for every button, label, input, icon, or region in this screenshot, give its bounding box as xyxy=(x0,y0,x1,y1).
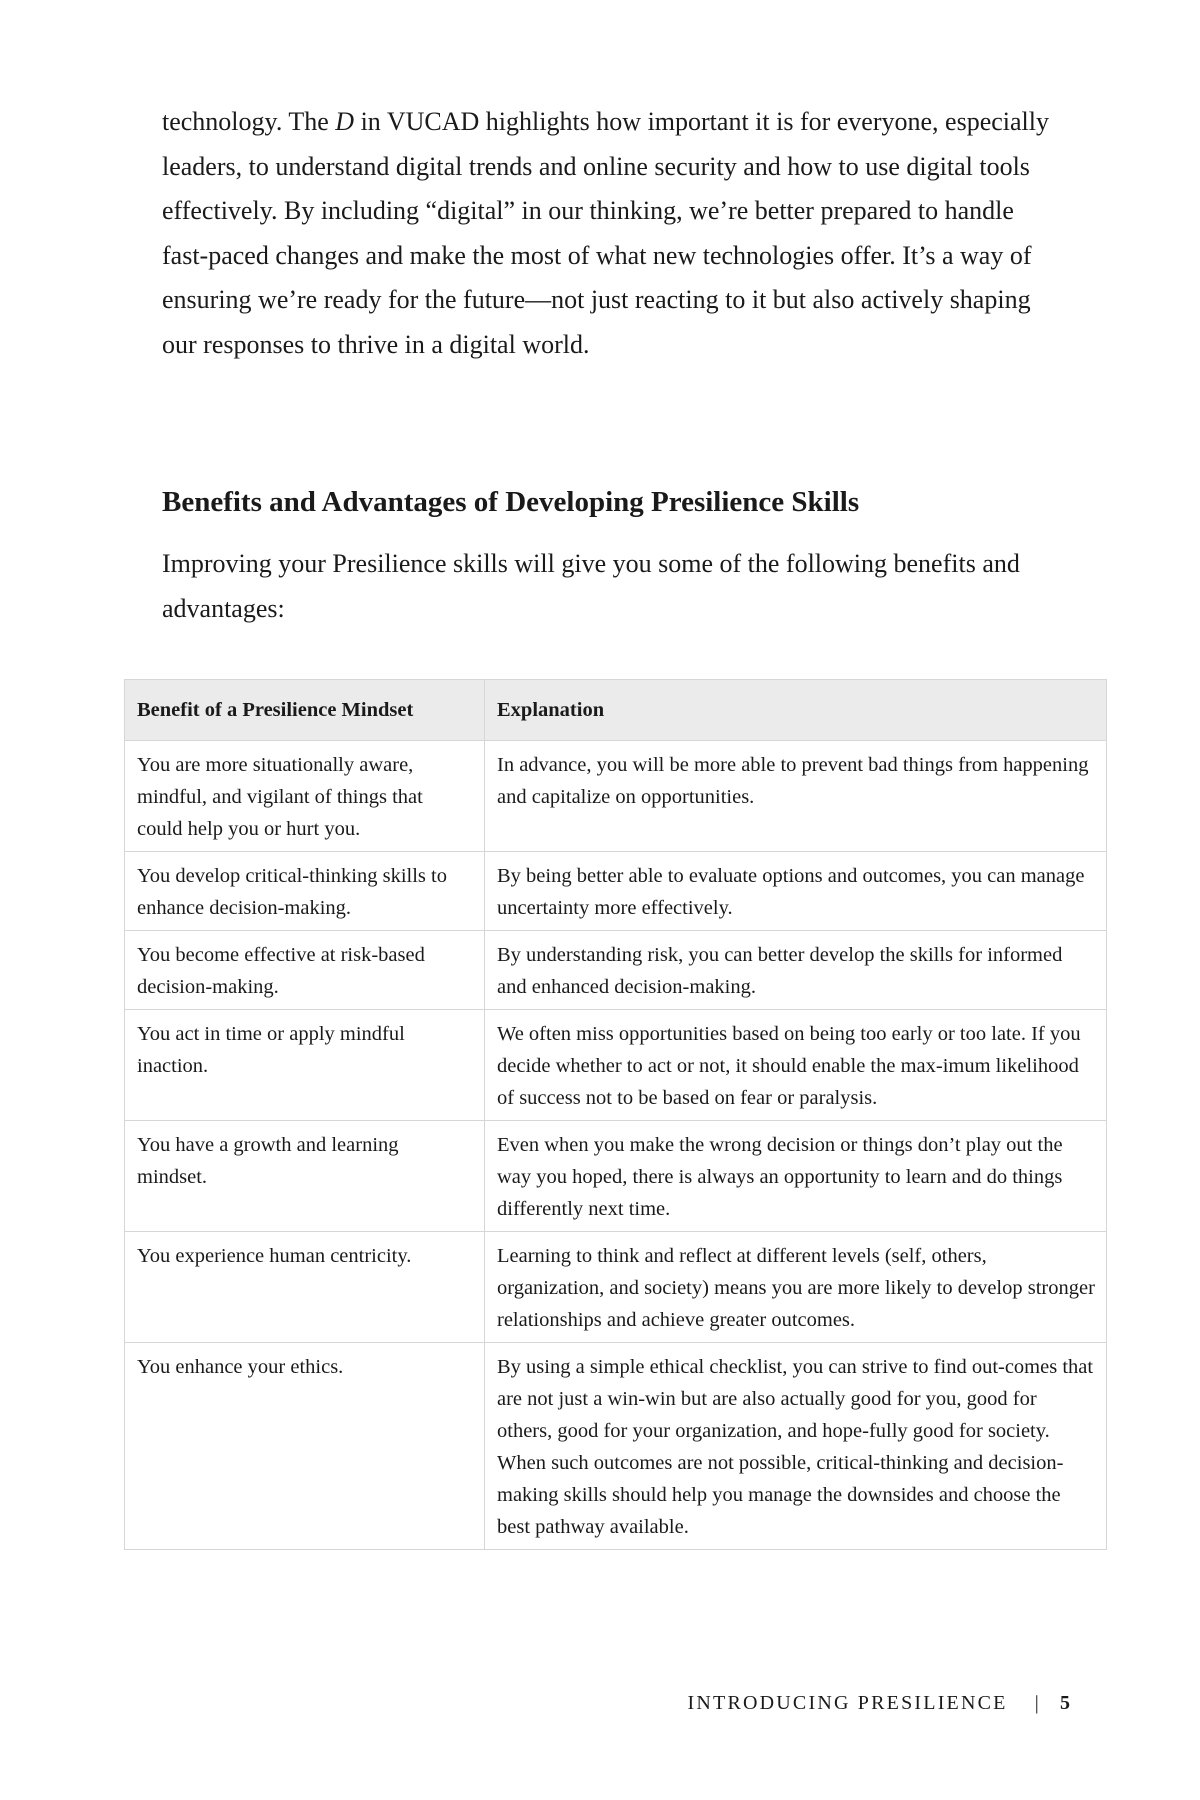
benefit-cell: You act in time or apply mindful inaction. xyxy=(125,1010,485,1121)
benefit-cell: You become effective at risk-based decision-making. xyxy=(125,931,485,1010)
benefit-cell: You experience human centricity. xyxy=(125,1232,485,1343)
intro-emphasis-letter: D xyxy=(335,107,355,136)
page-footer xyxy=(688,1690,1070,1716)
explanation-cell: By being better able to evaluate options and outcomes, you can manage uncertainty more effectively. xyxy=(485,852,1107,931)
explanation-cell: Learning to think and reflect at different levels (self, others, organization, and society) means you are more likely to develop stronger relationships and achieve greater outcomes. xyxy=(485,1232,1107,1343)
benefits-table xyxy=(124,679,1107,1550)
explanation-cell: By understanding risk, you can better develop the skills for informed and enhanced decision-making. xyxy=(485,931,1107,1010)
table-row xyxy=(125,1121,1107,1232)
explanation-cell: In advance, you will be more able to prevent bad things from happening and capitalize on opportunities. xyxy=(485,741,1107,852)
column-header-benefit: Benefit of a Presilience Mindset xyxy=(125,680,485,741)
intro-text-rest: in VUCAD highlights how important it is for everyone, especially leaders, to understand digital trends and online security and how to use digital tools effectively. By including “digital” in our thinking, we’re better prepared to handle fast-paced changes and make the most of what new technologies offer. It’s a way of ensuring we’re ready for the future—not just reacting to it but also actively shaping our responses to thrive in a digital world. xyxy=(162,107,1049,359)
column-header-explanation: Explanation xyxy=(485,680,1107,741)
table-row xyxy=(125,931,1107,1010)
page-number: 5 xyxy=(1060,1692,1070,1714)
table-row xyxy=(125,1343,1107,1550)
table-row xyxy=(125,1010,1107,1121)
benefit-cell: You develop critical-thinking skills to enhance decision-making. xyxy=(125,852,485,931)
footer-separator: | xyxy=(1034,1692,1039,1714)
table-row xyxy=(125,1232,1107,1343)
benefit-cell: You are more situationally aware, mindful, and vigilant of things that could help you or hurt you. xyxy=(125,741,485,852)
table-row xyxy=(125,741,1107,852)
table-header-row xyxy=(125,680,1107,741)
intro-paragraph xyxy=(162,100,1062,367)
explanation-cell: Even when you make the wrong decision or things don’t play out the way you hoped, there is always an opportunity to learn and do things differently next time. xyxy=(485,1121,1107,1232)
benefit-cell: You have a growth and learning mindset. xyxy=(125,1121,485,1232)
benefit-cell: You enhance your ethics. xyxy=(125,1343,485,1550)
running-head: INTRODUCING PRESILIENCE xyxy=(687,1692,1008,1714)
intro-text-start: technology. The xyxy=(162,107,336,136)
section-heading: Benefits and Advantages of Developing Presilience Skills xyxy=(162,486,860,518)
explanation-cell: By using a simple ethical checklist, you can strive to find out-comes that are not just a win-win but are also actually good for you, good for others, good for your organization, and hope-fully good for society. When such outcomes are not possible, critical-thinking and decision-making skills should help you manage the downsides and choose the best pathway available. xyxy=(485,1343,1107,1550)
table-row xyxy=(125,852,1107,931)
section-lead-paragraph: Improving your Presilience skills will give you some of the following benefits and advantages: xyxy=(162,549,1020,623)
explanation-cell: We often miss opportunities based on being too early or too late. If you decide whether to act or not, it should enable the max-imum likelihood of success not to be based on fear or paralysis. xyxy=(485,1010,1107,1121)
